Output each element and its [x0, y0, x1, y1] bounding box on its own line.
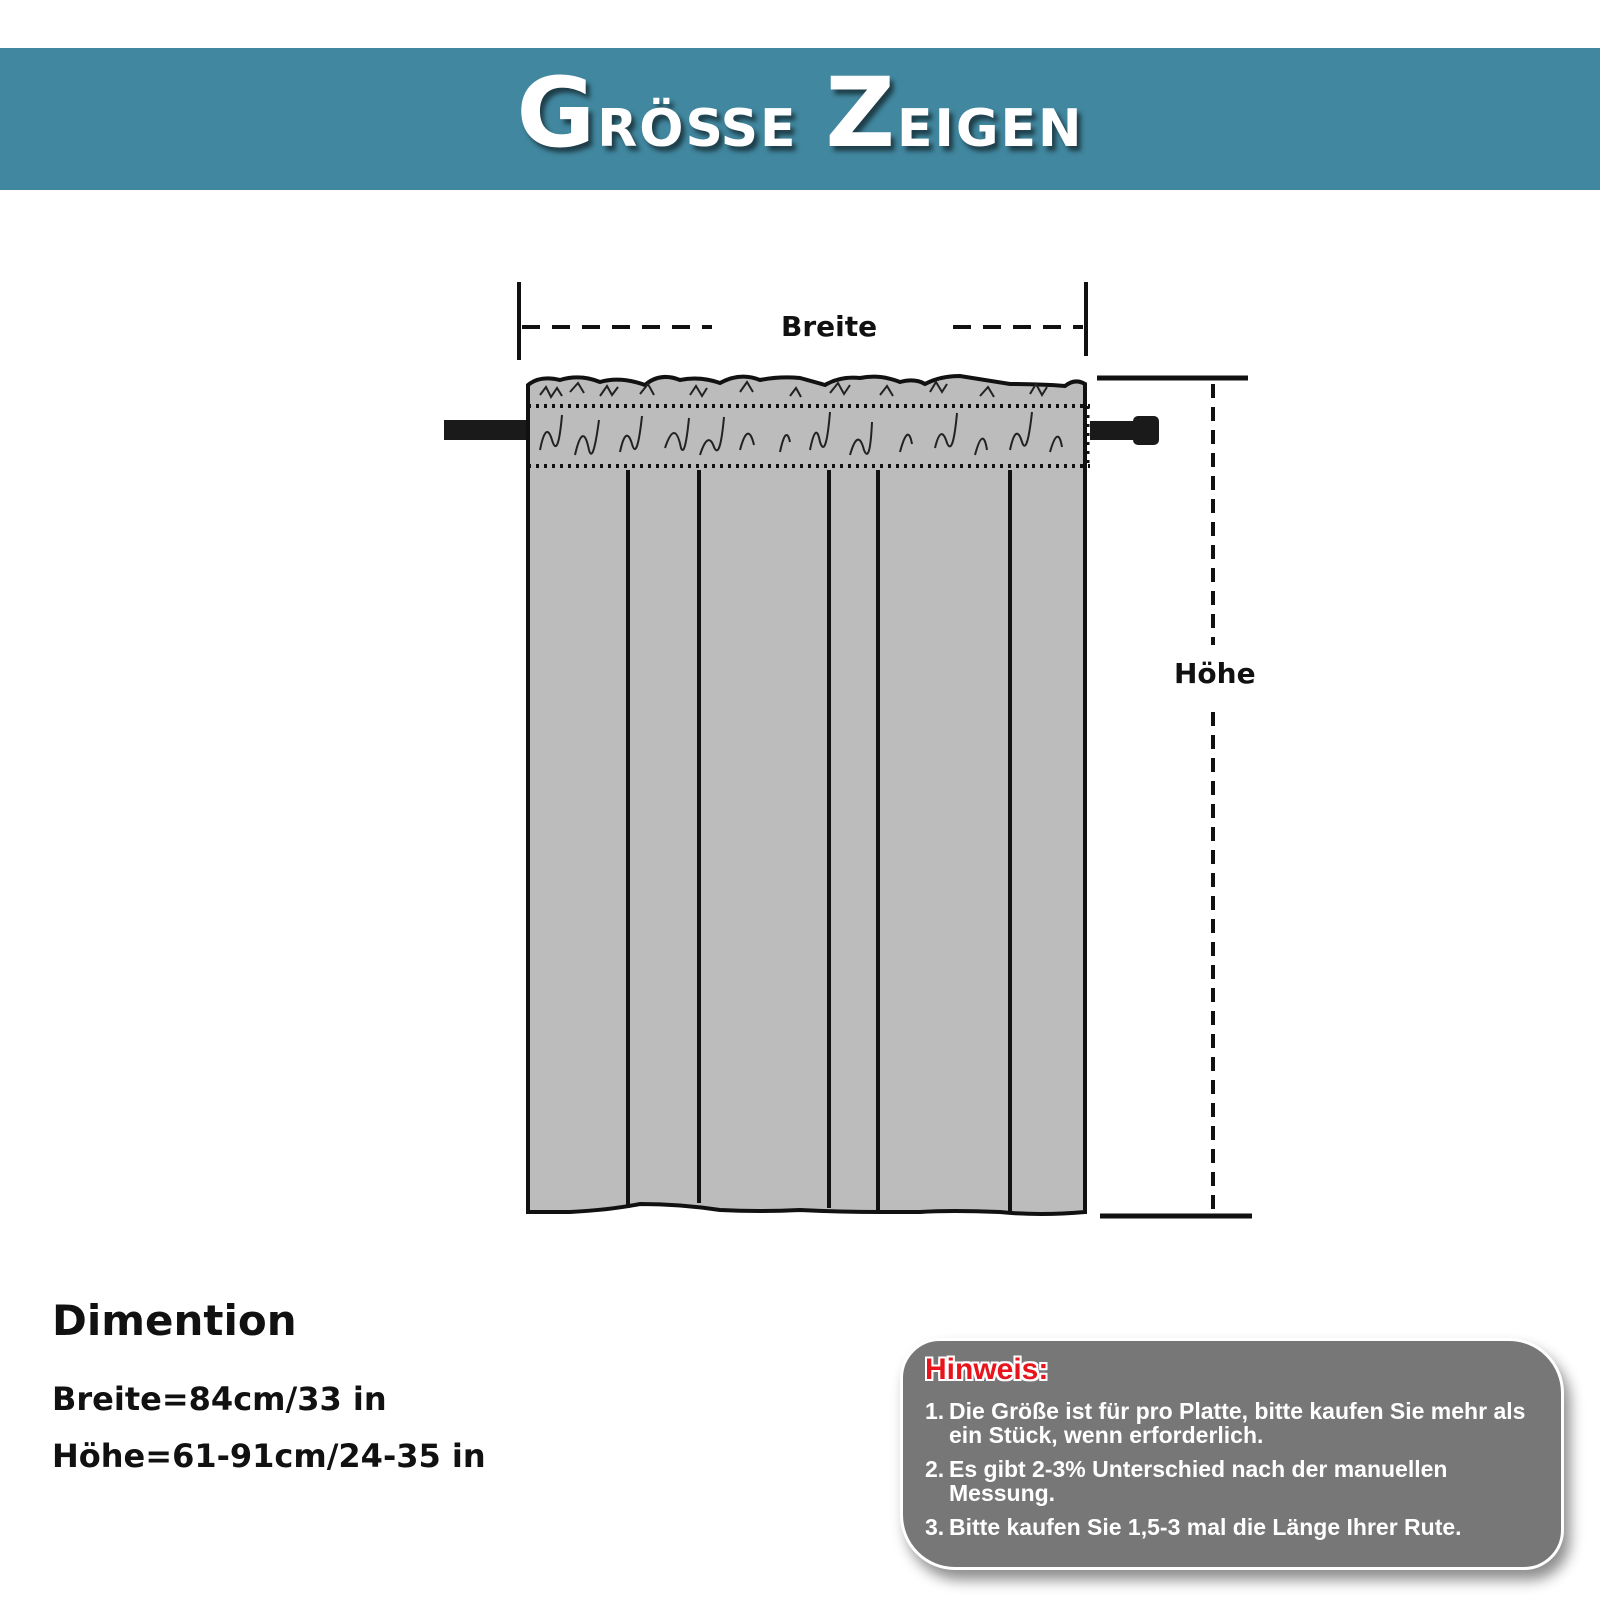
note-list	[925, 1399, 1547, 1549]
note-title: Hinweis:	[925, 1353, 1049, 1386]
width-spec: Breite=84cm/33 in	[52, 1380, 387, 1418]
note-box	[900, 1338, 1564, 1570]
note-text: Es gibt 2-3% Unterschied nach der manuellen Messung.	[949, 1456, 1448, 1506]
note-number: 2.	[925, 1456, 945, 1482]
curtain-panel	[528, 376, 1090, 1214]
note-text: Bitte kaufen Sie 1,5-3 mal die Länge Ihrer Rute.	[949, 1514, 1462, 1540]
width-label: Breite	[777, 310, 881, 343]
note-item	[925, 1399, 1547, 1447]
height-label: Höhe	[1170, 657, 1260, 690]
title-word-2-rest: eigen	[896, 78, 1084, 164]
note-item	[925, 1515, 1547, 1539]
title-initial-z: Z	[825, 57, 897, 169]
note-number: 3.	[925, 1514, 945, 1540]
height-dimension	[1097, 378, 1252, 1216]
title-word-1-rest: röße	[597, 78, 798, 164]
height-spec: Höhe=61-91cm/24-35 in	[52, 1437, 486, 1475]
dimension-heading: Dimention	[52, 1296, 297, 1345]
note-item	[925, 1457, 1547, 1505]
note-text: Die Größe ist für pro Platte, bitte kaufen Sie mehr als ein Stück, wenn erforderlich.	[949, 1398, 1526, 1448]
title-initial-g: G	[516, 57, 598, 169]
note-number: 1.	[925, 1398, 945, 1424]
